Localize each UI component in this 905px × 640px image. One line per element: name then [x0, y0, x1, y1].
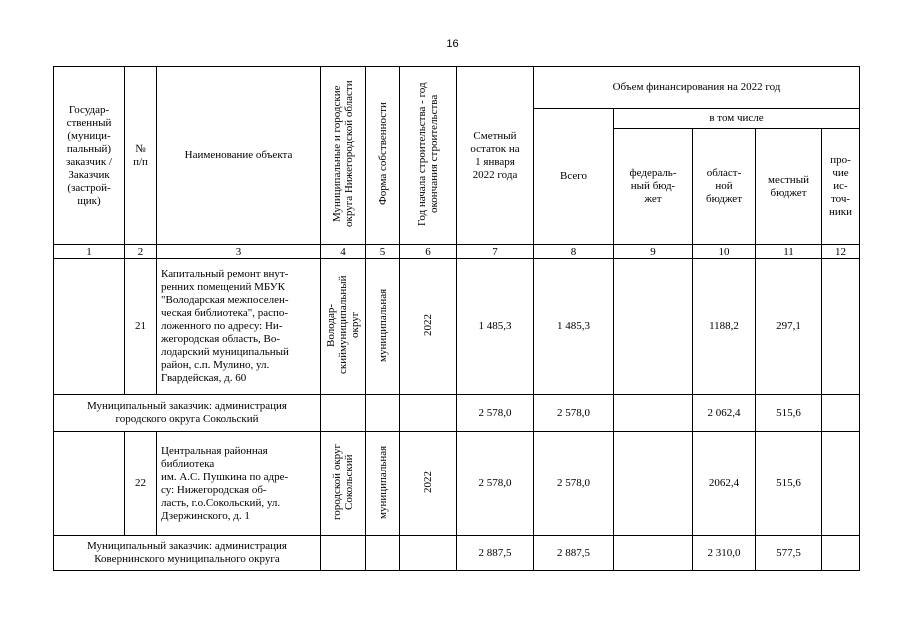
col-number: 12 [822, 245, 860, 259]
header-municipality-cell [321, 67, 366, 245]
other-value [822, 432, 860, 536]
object-name: Капитальный ремонт внут- ренних помещений МБУК "Володарская межпоселен- ческая библиотека", распо- ложенного по адресу: Ни- жегородская область, Во- лодарский муниципальный район, с.п. Мулино, ул. Гвардейская, д. 60 [157, 259, 321, 395]
customer-row [54, 536, 860, 571]
object-name: Центральная районная библиотека им. А.С. Пушкина по адре- су: Нижегородская об- ласть, г.о.Сокольский, ул. Дзержинского, д. 1 [157, 432, 321, 536]
federal-value [614, 432, 693, 536]
local-value: 297,1 [756, 259, 822, 395]
header-ownership: Форма собственности [376, 102, 389, 205]
header-including: в том числе [614, 109, 860, 129]
header-federal: федераль- ный бюд- жет [614, 129, 693, 245]
financing-table [53, 66, 860, 571]
other-value [822, 536, 860, 571]
empty-cell [321, 536, 366, 571]
header-customer: Государ- ственный (муници- пальный) заказчик / Заказчик (застрой- щик) [54, 67, 125, 245]
col-number: 9 [614, 245, 693, 259]
col-number: 2 [125, 245, 157, 259]
total-value: 2 887,5 [534, 536, 614, 571]
ownership: муниципальная [376, 444, 389, 519]
header-estimate: Сметный остаток на 1 января 2022 года [457, 67, 534, 245]
years-cell [400, 432, 457, 536]
empty-cell [321, 395, 366, 432]
col-number: 6 [400, 245, 457, 259]
row-number: 22 [125, 432, 157, 536]
regional-value: 2062,4 [693, 432, 756, 536]
header-regional: област- ной бюджет [693, 129, 756, 245]
ownership: муниципальная [376, 287, 389, 362]
header-years: Год начала строительства - год окончания строительства [416, 81, 440, 226]
header-total: Всего [534, 109, 614, 245]
customer-row [54, 395, 860, 432]
regional-value: 2 062,4 [693, 395, 756, 432]
col-number: 5 [366, 245, 400, 259]
estimate-value: 2 887,5 [457, 536, 534, 571]
total-value: 2 578,0 [534, 395, 614, 432]
empty-cell [400, 536, 457, 571]
row-number: 21 [125, 259, 157, 395]
other-value [822, 259, 860, 395]
estimate-value: 2 578,0 [457, 395, 534, 432]
col-number: 11 [756, 245, 822, 259]
empty-cell [366, 395, 400, 432]
municipality: Володар- скиймуниципальный округ [325, 275, 361, 374]
estimate-value: 1 485,3 [457, 259, 534, 395]
header-num: № п/п [125, 67, 157, 245]
ownership-cell [366, 432, 400, 536]
federal-value [614, 536, 693, 571]
local-value: 515,6 [756, 432, 822, 536]
regional-value: 1188,2 [693, 259, 756, 395]
estimate-value: 2 578,0 [457, 432, 534, 536]
other-value [822, 395, 860, 432]
header-financing: Объем финансирования на 2022 год [534, 67, 860, 109]
municipality-cell [321, 259, 366, 395]
regional-value: 2 310,0 [693, 536, 756, 571]
table-row [54, 432, 860, 536]
header-local: местный бюджет [756, 129, 822, 245]
years: 2022 [422, 313, 434, 336]
federal-value [614, 395, 693, 432]
col-number: 4 [321, 245, 366, 259]
empty-cell [400, 395, 457, 432]
municipality-cell [321, 432, 366, 536]
local-value: 577,5 [756, 536, 822, 571]
col-number: 1 [54, 245, 125, 259]
federal-value [614, 259, 693, 395]
customer-label: Муниципальный заказчик: администрация городского округа Сокольский [54, 395, 321, 432]
customer-cell [54, 432, 125, 536]
customer-label: Муниципальный заказчик: администрация Ковернинского муниципального округа [54, 536, 321, 571]
empty-cell [366, 536, 400, 571]
header-other: про- чие ис- точ- ники [822, 129, 860, 245]
page-number: 16 [446, 38, 459, 50]
column-numbers-row [54, 245, 860, 259]
total-value: 2 578,0 [534, 432, 614, 536]
table-row [54, 259, 860, 395]
customer-cell [54, 259, 125, 395]
municipality: городской округ Сокольский [331, 443, 355, 520]
col-number: 3 [157, 245, 321, 259]
local-value: 515,6 [756, 395, 822, 432]
ownership-cell [366, 259, 400, 395]
header-object-name: Наименование объекта [157, 67, 321, 245]
years: 2022 [422, 470, 434, 493]
col-number: 7 [457, 245, 534, 259]
header-ownership-cell [366, 67, 400, 245]
header-municipality: Муниципальные и городские округа Нижегородской области [331, 80, 355, 227]
years-cell [400, 259, 457, 395]
total-value: 1 485,3 [534, 259, 614, 395]
col-number: 10 [693, 245, 756, 259]
col-number: 8 [534, 245, 614, 259]
header-years-cell [400, 67, 457, 245]
